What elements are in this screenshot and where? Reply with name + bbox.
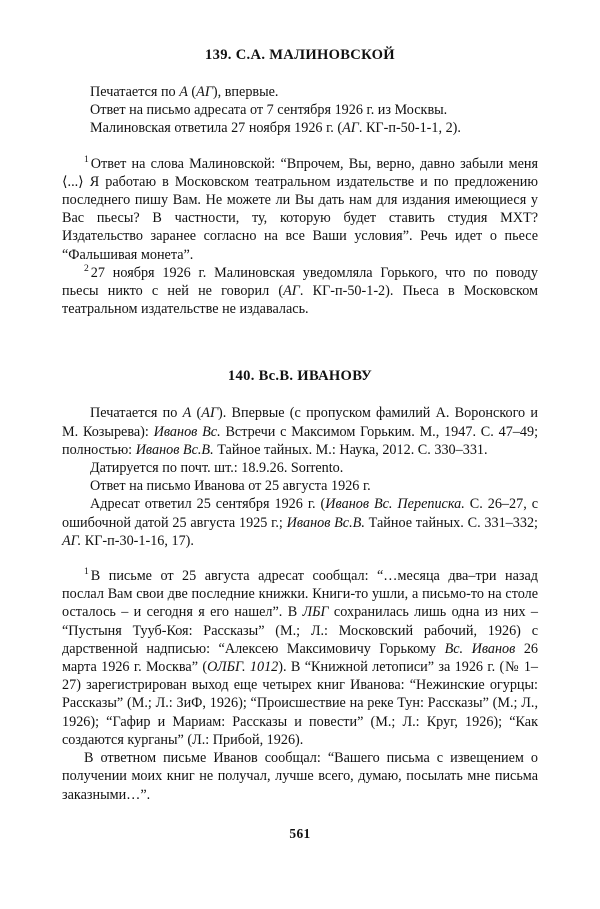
italic-ivanov-vs-perepiska: Иванов Вс. Переписка. bbox=[325, 496, 465, 513]
italic-olbg: ОЛБГ. 1012 bbox=[207, 659, 279, 676]
italic-ivanov-vs-v: Иванов Вс.В. bbox=[135, 441, 214, 458]
footnote-marker-1: 1 bbox=[84, 153, 89, 165]
footnote-marker-2: 2 bbox=[84, 263, 89, 275]
italic-ivanov: Вс. Иванов bbox=[444, 640, 516, 657]
letter-139-note-1: $^1$ Ответ на слова Малиновской: “Впрочем, Вы, верно, давно забыли меня ⟨...⟩ Я работаю в Московском театральном издательстве и по предложению последнего пишу Вам. Не можете ли Вы дать нам для издания имеющиеся у Вас пьесы? В частности, ту, которую будет ставить студия МХТ? Издательство заранее согласно на все Ваши условия”. Речь идет о пьесе “Фальшивая монета”. bbox=[62, 153, 538, 263]
page-number: 561 bbox=[289, 826, 311, 841]
letter-139-section bbox=[62, 0, 538, 64]
italic-ag: АГ bbox=[342, 120, 359, 137]
letter-139-heading: 139. С.А. МАЛИНОВСКОЙ bbox=[205, 47, 395, 63]
letter-139-notes bbox=[62, 155, 538, 319]
italic-ag: АГ bbox=[201, 405, 219, 422]
italic-a: А bbox=[182, 405, 192, 422]
italic-a: А bbox=[179, 84, 188, 100]
footnote-marker-1: 1 bbox=[84, 566, 89, 578]
letter-140-body-para-4: Адресат ответил 25 сентября 1926 г. (Иванов Вс. Переписка. С. 26–27, с ошибочной датой 25 августа 1925 г.; Иванов Вс.В. Тайное тайных. С. 331–332; АГ. КГ-п-30-1-16, 17). bbox=[62, 496, 539, 549]
italic-lbg: ЛБГ bbox=[302, 604, 329, 621]
letter-140-heading: 140. Вс.В. ИВАНОВУ bbox=[227, 368, 373, 385]
page-content bbox=[62, 0, 538, 804]
italic-ag: АГ bbox=[283, 283, 300, 300]
letter-140-body-line-3: Ответ на письмо Иванова от 25 августа 1926 г. bbox=[90, 478, 371, 495]
letter-140-note-1-tail: В ответном письме Иванов сообщал: “Вашего письма с извещением о получении моих книг не получал, лучше всего, думаю, посылать мне письма заказными…”. bbox=[62, 750, 538, 803]
letter-140-body bbox=[62, 404, 538, 550]
letter-140-section bbox=[62, 318, 538, 385]
italic-ag: АГ bbox=[196, 84, 213, 100]
letter-139-body-line-3: Малиновская ответила 27 ноября 1926 г. (АГ. КГ-п-50-1-1, 2). bbox=[90, 120, 461, 137]
letter-140-body-para-1: Печатается по А (АГ). Впервые (с пропуском фамилий А. Воронского и М. Козырева): Иванов Вс. Встречи с Максимом Горьким. М., 1947. С. 47–49; полностью: Иванов Вс.В. Тайное тайных. М.: Наука, 2012. С. 330–331. bbox=[62, 405, 539, 458]
letter-139-note-2: $^2$ 27 ноября 1926 г. Малиновская уведомляла Горького, что по поводу пьесы никто с ней не говорил (АГ. КГ-п-50-1-2). Пьеса в Московском театральном издательстве не издавалась. bbox=[62, 263, 538, 318]
letter-140-notes bbox=[62, 567, 538, 804]
letter-139-body-line-2: Ответ на письмо адресата от 7 сентября 1926 г. из Москвы. bbox=[90, 102, 448, 119]
letter-140-note-1: $^1$ В письме от 25 августа адресат сообщал: “…месяца два–три назад послал Вам свои две последние книжки. Книги-то ушли, а письмо-то на столе осталось – и сегодня я его нашел”. В ЛБГ сохранилась лишь одна из них – “Пустыня Тууб-Коя: Рассказы” (М.; Л.: Московский рабочий, 1926) с дарственной надписью: “Алексею Максимовичу Горькому Вс. Иванов 26 марта 1926 г. Москва” (ОЛБГ. 1012). В “Книжной летописи” за 1926 г. (№ 1–27) зарегистрирован выход еще четырех книг Иванова: “Нежинские огурцы: Рассказы” (М.; Л.: ЗиФ, 1926); “Происшествие на реке Тун: Рассказы” (М.; Л., 1926); “Гафир и Мариам: Рассказы и повести” (М.; Л.: Круг, 1926); “Как создаются курганы” (Л.: Прибой, 1926). bbox=[62, 566, 539, 748]
letter-139-body-line-1: Печатается по А (АГ), впервые. bbox=[90, 84, 279, 100]
italic-ag: АГ. bbox=[62, 532, 82, 549]
letter-140-body-line-2: Датируется по почт. шт.: 18.9.26. Sorrento. bbox=[90, 460, 344, 477]
italic-ivanov-vs: Иванов Вс. bbox=[153, 423, 221, 440]
italic-ivanov-vs-v: Иванов Вс.В. bbox=[286, 514, 365, 531]
letter-139-body bbox=[62, 83, 538, 138]
